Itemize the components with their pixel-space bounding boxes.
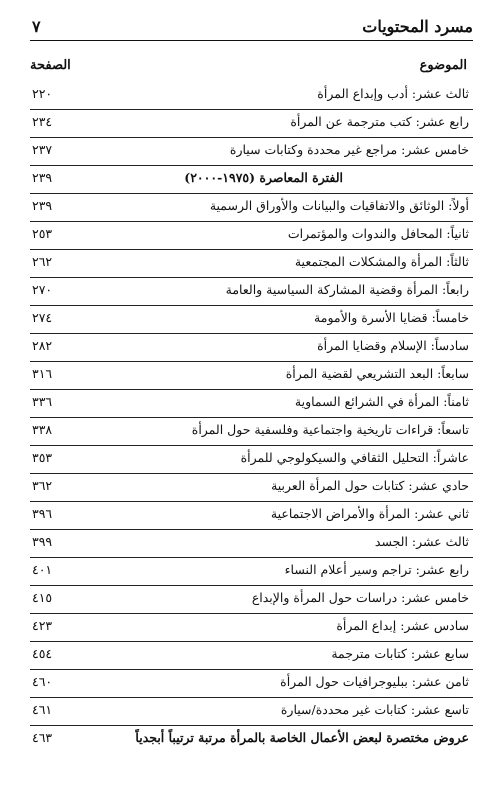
toc-entry-page: ٢٣٤: [32, 114, 53, 129]
toc-entry-page: ٢٢٠: [32, 86, 53, 101]
toc-entry-title: تاسع عشر: كتابات غير محددة/سيارة: [280, 702, 469, 717]
toc-entry-page: ٤٦٣: [32, 730, 53, 745]
toc-section-title: الفترة المعاصرة (١٩٧٥-٢٠٠٠): [184, 170, 343, 185]
toc-entry-page: ٣٩٦: [32, 506, 53, 521]
toc-entry-title: عاشراً: التحليل الثقافي والسيكولوجي للمرأة: [240, 450, 469, 465]
toc-section-heading: [30, 166, 473, 194]
toc-entry-page: ٤٦٠: [32, 674, 53, 689]
toc-entry-page: ٣٩٩: [32, 534, 53, 549]
toc-row: [30, 138, 473, 166]
toc-entry-page: ٣٦٢: [32, 478, 53, 493]
table-of-contents: [30, 82, 473, 753]
toc-entry-title: تاسعاً: قراءات تاريخية واجتماعية وفلسفية حول المرأة: [191, 422, 469, 437]
toc-entry-page: ٢٦٢: [32, 254, 53, 269]
toc-entry-page: ٣٣٨: [32, 422, 53, 437]
toc-entry-title: أولاً: الوثائق والاتفاقيات والبيانات والأوراق الرسمية: [209, 198, 469, 213]
page-column-header: الصفحة: [30, 58, 71, 73]
toc-entry-page: ٣١٦: [32, 366, 53, 381]
toc-row: [30, 446, 473, 474]
toc-entry-title: رابع عشر: تراجم وسير أعلام النساء: [284, 562, 469, 577]
toc-row: [30, 698, 473, 726]
toc-entry-title: ثاني عشر: المرأة والأمراض الاجتماعية: [270, 506, 469, 521]
toc-row: [30, 726, 473, 753]
toc-entry-page: ٤١٥: [32, 590, 53, 605]
toc-row: [30, 250, 473, 278]
toc-column-headers: [30, 58, 473, 80]
toc-entry-page: ٣٥٣: [32, 450, 53, 465]
toc-entry-page: ٢٨٢: [32, 338, 53, 353]
toc-entry-title: حادي عشر: كتابات حول المرأة العربية: [271, 478, 469, 493]
toc-row: [30, 334, 473, 362]
toc-row: [30, 110, 473, 138]
running-title: مسرد المحتويات: [362, 17, 473, 36]
toc-entry-title: عروض مختصرة لبعض الأعمال الخاصة بالمرأة مرتبة ترتيباً أبجدياً: [135, 730, 469, 745]
toc-row: [30, 530, 473, 558]
page-number: ٧: [32, 17, 41, 36]
topic-column-header: الموضوع: [419, 58, 467, 73]
toc-row: [30, 362, 473, 390]
toc-row: [30, 194, 473, 222]
toc-entry-title: ثانياً: المحافل والندوات والمؤتمرات: [287, 226, 469, 241]
toc-row: [30, 502, 473, 530]
toc-entry-page: ٢٣٩: [32, 170, 53, 185]
toc-entry-title: ثامناً: المرأة في الشرائع السماوية: [294, 394, 469, 409]
toc-entry-title: سابعاً: البعد التشريعي لقضية المرأة: [285, 366, 469, 381]
toc-row: [30, 82, 473, 110]
toc-row: [30, 306, 473, 334]
toc-entry-title: سابع عشر: كتابات مترجمة: [331, 646, 469, 661]
toc-entry-page: ٤٠١: [32, 562, 53, 577]
toc-entry-page: ٢٣٧: [32, 142, 53, 157]
toc-row: [30, 558, 473, 586]
toc-row: [30, 614, 473, 642]
toc-entry-page: ٤٥٤: [32, 646, 53, 661]
toc-entry-title: ثالث عشر: الجسد: [374, 534, 469, 549]
toc-entry-title: ثالثاً: المرأة والمشكلات المجتمعية: [294, 254, 469, 269]
toc-row: [30, 474, 473, 502]
toc-entry-title: ثالث عشر: أدب وإبداع المرأة: [317, 86, 469, 101]
toc-row: [30, 222, 473, 250]
toc-row: [30, 670, 473, 698]
toc-entry-title: خامس عشر: مراجع غير محددة وكتابات سيارة: [229, 142, 469, 157]
toc-entry-title: ثامن عشر: ببليوجرافيات حول المرأة: [280, 674, 469, 689]
toc-row: [30, 586, 473, 614]
toc-entry-page: ٢٧٠: [32, 282, 53, 297]
toc-entry-title: سادس عشر: إبداع المرأة: [336, 618, 469, 633]
toc-entry-page: ٤٦١: [32, 702, 53, 717]
toc-row: [30, 278, 473, 306]
toc-entry-title: سادساً: الإسلام وقضايا المرأة: [317, 338, 469, 353]
toc-entry-page: ٢٣٩: [32, 198, 53, 213]
toc-entry-page: ٢٥٣: [32, 226, 53, 241]
toc-row: [30, 642, 473, 670]
toc-entry-title: رابعاً: المرأة وقضية المشاركة السياسية والعامة: [225, 282, 469, 297]
toc-entry-page: ٢٧٤: [32, 310, 53, 325]
toc-entry-title: خامساً: قضايا الأسرة والأمومة: [314, 310, 469, 325]
toc-entry-page: ٤٢٣: [32, 618, 53, 633]
toc-entry-title: خامس عشر: دراسات حول المرأة والإبداع: [251, 590, 469, 605]
toc-row: [30, 390, 473, 418]
page-header: [30, 16, 473, 41]
toc-entry-page: ٣٣٦: [32, 394, 53, 409]
toc-row: [30, 418, 473, 446]
toc-entry-title: رابع عشر: كتب مترجمة عن المرأة: [290, 114, 469, 129]
